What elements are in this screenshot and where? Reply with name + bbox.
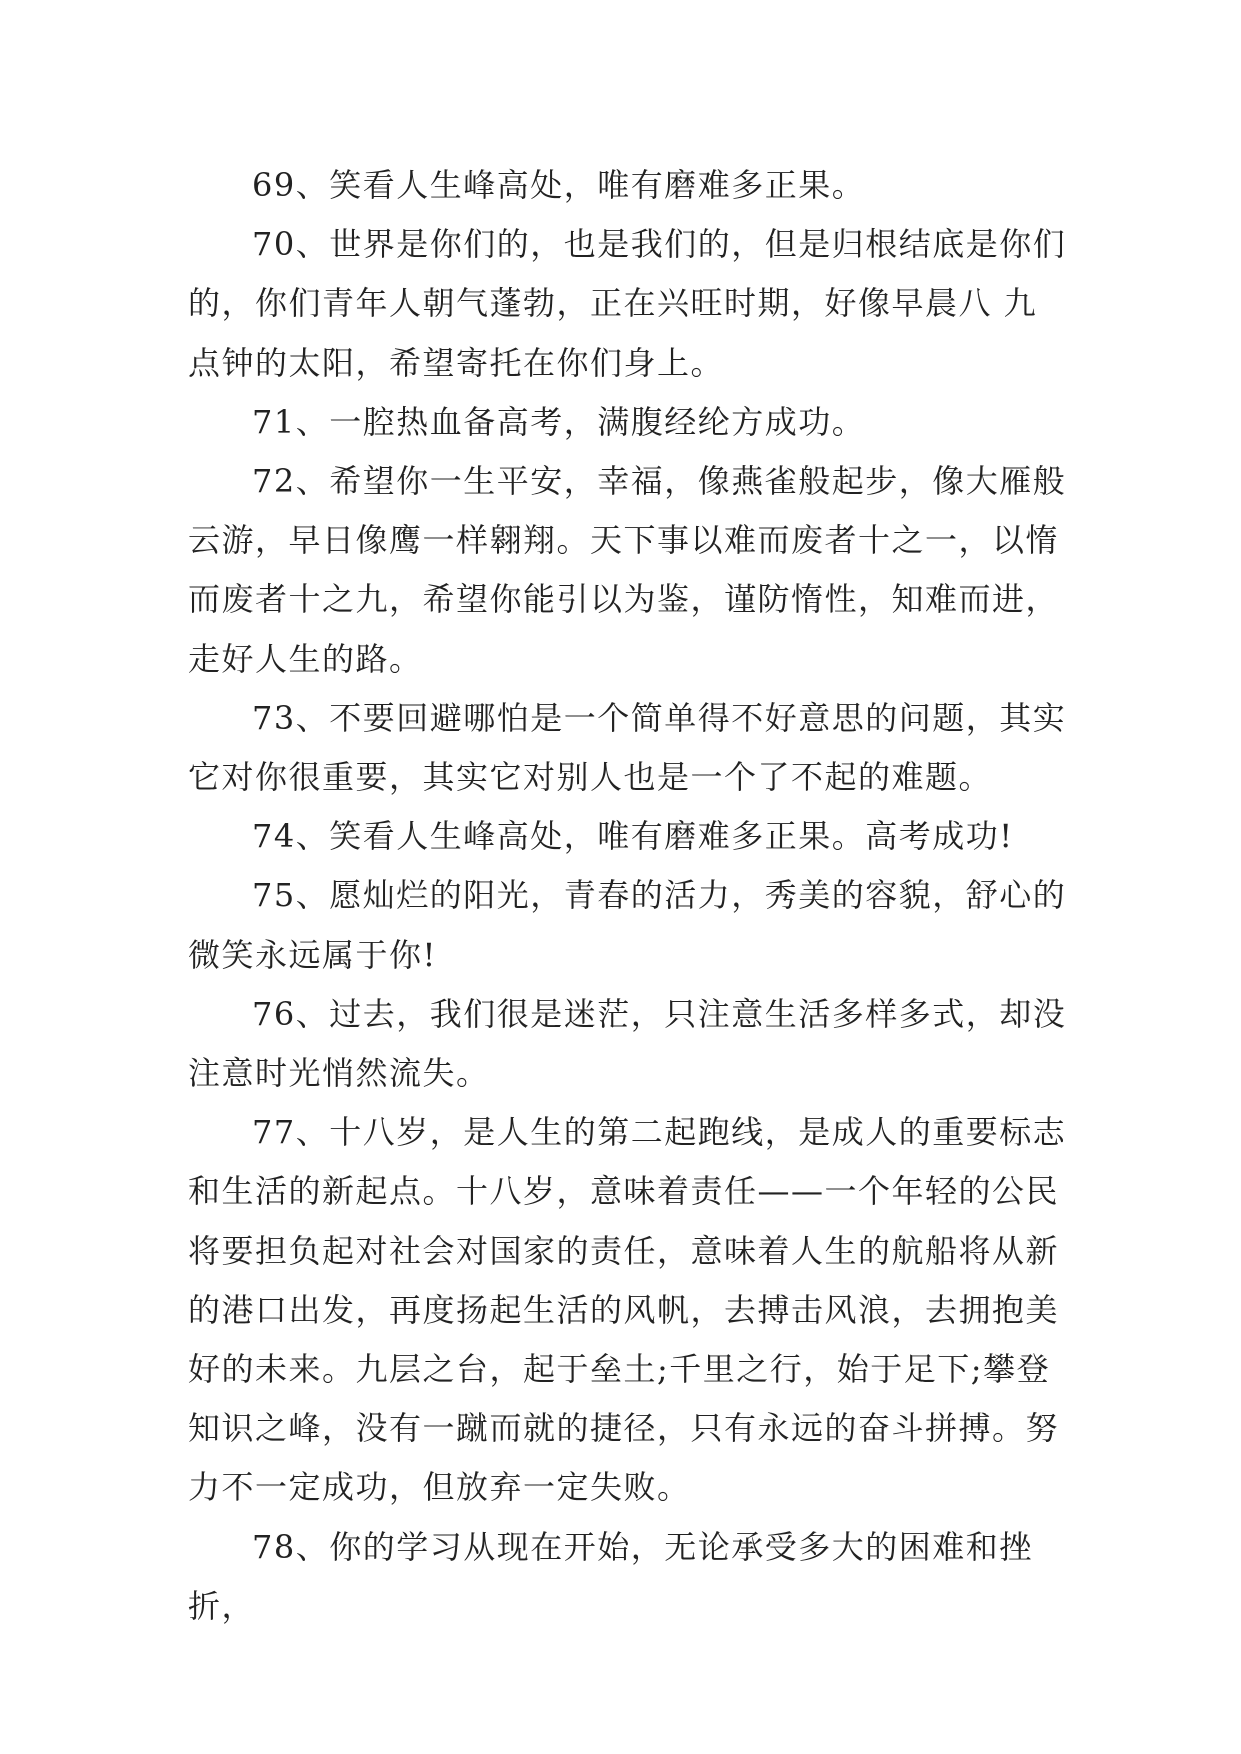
paragraph-76: 76、过去，我们很是迷茫，只注意生活多样多式，却没注意时光悄然流失。 [188,994,1067,1093]
paragraph-74: 74、笑看人生峰高处，唯有磨难多正果。高考成功! [252,817,1014,856]
body-text [188,156,1068,1636]
paragraph-77: 77、十八岁，是人生的第二起跑线，是成人的重要标志和生活的新起点。十八岁，意味着责任——一个年轻的公民将要担负起对社会对国家的责任，意味着人生的航船将从新的港口出发，再度扬起生活的风帆，去搏击风浪，去拥抱美好的未来。九层之台，起于垒土;千里之行，始于足下;攀登知识之峰，没有一蹴而就的捷径，只有永远的奋斗拼搏。努力不一定成功，但放弃一定失败。 [188,1113,1067,1507]
paragraph-72: 72、希望你一生平安，幸福，像燕雀般起步，像大雁般云游，早日像鹰一样翱翔。天下事以难而废者十之一，以惰而废者十之九，希望你能引以为鉴，谨防惰性，知难而进，走好人生的路。 [188,462,1067,678]
paragraph-73: 73、不要回避哪怕是一个简单得不好意思的问题，其实它对你很重要，其实它对别人也是一个了不起的难题。 [188,698,1067,797]
paragraph-69: 69、笑看人生峰高处，唯有磨难多正果。 [252,166,866,204]
paragraph-70: 70、世界是你们的，也是我们的，但是归根结底是你们的，你们青年人朝气蓬勃，正在兴旺时期，好像早晨八 九点钟的太阳，希望寄托在你们身上。 [188,225,1067,382]
paragraph-75: 75、愿灿烂的阳光，青春的活力，秀美的容貌，舒心的微笑永远属于你! [188,876,1067,974]
paragraph-78: 78、你的学习从现在开始，无论承受多大的困难和挫折， [188,1527,1033,1625]
paragraph-71: 71、一腔热血备高考，满腹经纶方成功。 [252,402,866,441]
